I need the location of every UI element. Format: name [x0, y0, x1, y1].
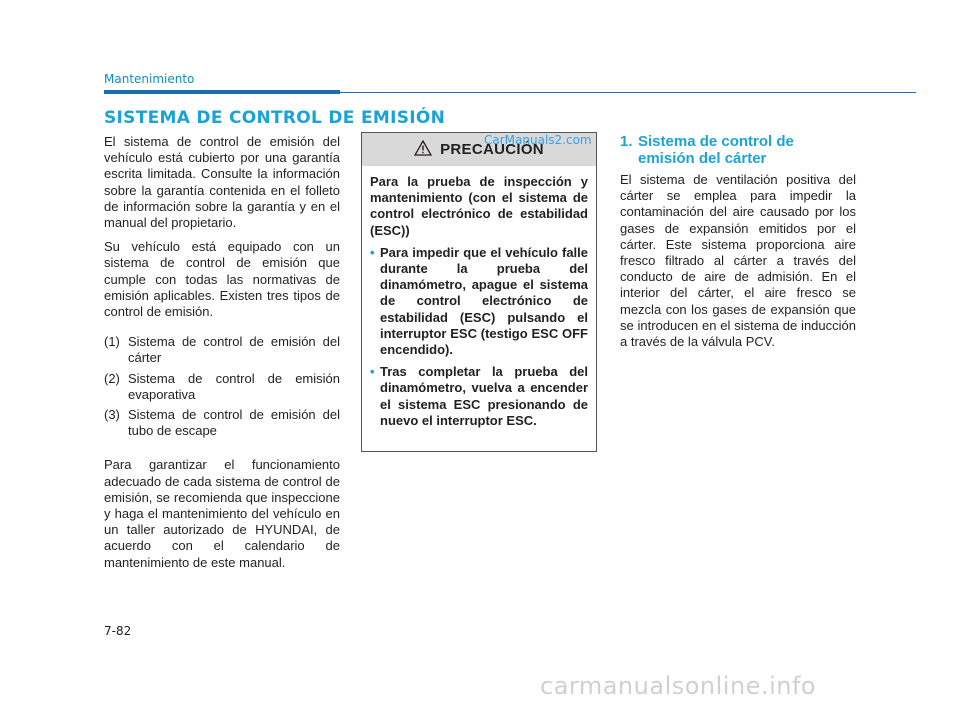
list-item: [104, 371, 340, 403]
subsection-heading-line1: Sistema de control de: [638, 133, 794, 150]
bullet-dot-icon: •: [370, 244, 375, 260]
list-item-text: Sistema de control de emisión evaporativa: [128, 370, 340, 402]
bullet-dot-icon: •: [370, 364, 375, 380]
caution-bullet-text: Para impedir que el vehículo falle durante la prueba del dinamómetro, apague el sistema de control electrónico de estabilidad (ESC) pulsando el interruptor ESC (testigo ESC OFF encendido).: [380, 244, 588, 358]
warning-triangle-icon: [414, 140, 432, 160]
list-item: [104, 334, 340, 366]
column-left: [104, 134, 340, 579]
list-item-text: Sistema de control de emisión del tubo de escape: [128, 407, 340, 439]
column-right: [620, 172, 856, 358]
list-item-number: (2): [104, 370, 120, 386]
caution-bullet: [370, 364, 588, 429]
page-number: 7-82: [104, 624, 132, 638]
crankcase-paragraph: El sistema de ventilación positiva del cárter se emplea para impedir la contaminación del aire causado por los gases de expansión emitidos por el cárter. Este sistema proporciona aire fresco filtrado al cárter a través del conducto de aire de admisión. En el interior del cárter, el aire fresco se mezcla con los gases de expansión que se introducen en el sistema de inducción a través de la válvula PCV.: [620, 172, 856, 350]
intro-paragraph: El sistema de control de emisión del vehículo está cubierto por una garantía escrita limitada. Consulte la información sobre la garantía contenida en el folleto de información sobre la garantía y en el manual del propietario.: [104, 134, 340, 231]
list-item-number: (3): [104, 407, 120, 423]
list-item-text: Sistema de control de emisión del cárter: [128, 334, 340, 366]
subsection-heading-line2: emisión del cárter: [638, 150, 767, 167]
emission-types-list: [104, 334, 340, 439]
equipment-paragraph: Su vehículo está equipado con un sistema de control de emisión que cumple con todas las normativas de emisión aplicables. Existen tres tipos de control de emisión.: [104, 239, 340, 320]
header-rule-thin: [340, 92, 916, 93]
caution-bullet: [370, 245, 588, 358]
footer-site-mark[interactable]: carmanualsonline.info: [540, 672, 817, 700]
section-label: Mantenimiento: [104, 72, 195, 86]
watermark-link[interactable]: CarManuals2.com: [484, 133, 592, 147]
maintenance-paragraph: Para garantizar el funcionamiento adecuado de cada sistema de control de emisión, se recomienda que inspeccione y haga el mantenimiento del vehículo en un taller autorizado de HYUNDAI, de acuerdo con el calendario de mantenimiento de este manual.: [104, 457, 340, 570]
list-item-number: (1): [104, 334, 120, 350]
caution-heading: PRECAUCIÓN: [440, 141, 544, 158]
caution-bullet-text: Tras completar la prueba del dinamómetro, vuelva a encender el sistema ESC presionando de nuevo el interruptor ESC.: [380, 364, 588, 428]
header-rule-thick: [104, 90, 340, 94]
list-item: [104, 407, 340, 439]
subsection-heading: [620, 133, 860, 167]
caution-box: [361, 132, 597, 452]
caution-intro: Para la prueba de inspección y mantenimiento (con el sistema de control electrónico de estabilidad (ESC)): [370, 174, 588, 238]
caution-body: [362, 166, 596, 429]
subsection-number: 1.: [620, 133, 633, 150]
page-title: SISTEMA DE CONTROL DE EMISIÓN: [104, 108, 446, 128]
